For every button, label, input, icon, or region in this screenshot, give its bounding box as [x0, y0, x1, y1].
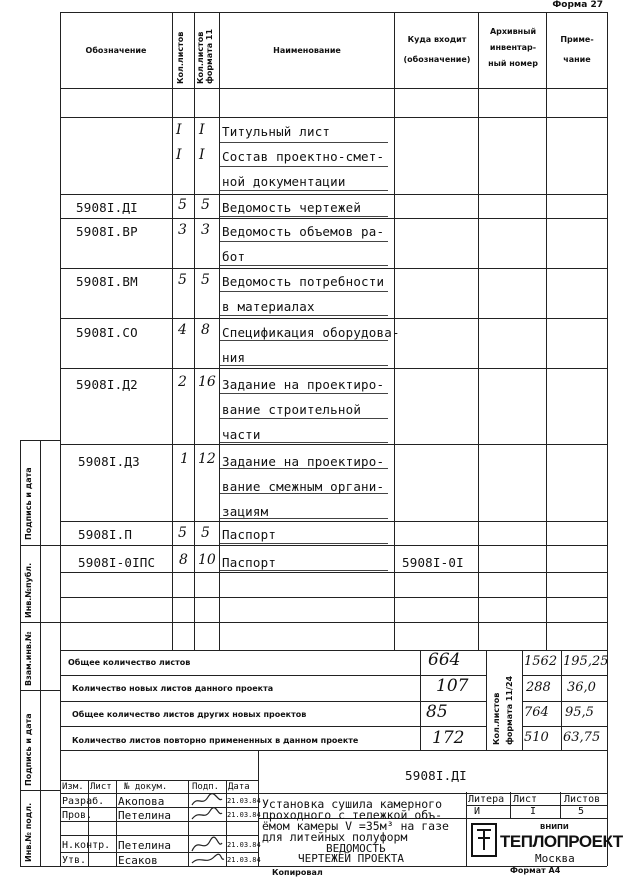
- row-name: в материалах: [222, 299, 315, 314]
- row-code: 5908I.ВР: [76, 224, 138, 239]
- summary-divider: [420, 650, 421, 750]
- row-n1: 1: [180, 451, 189, 467]
- summary-v2: 95,5: [565, 705, 594, 720]
- row-line: [60, 218, 607, 219]
- row-n1: 2: [178, 374, 187, 390]
- row-line: [60, 318, 607, 319]
- stamp-line: [20, 440, 60, 441]
- summary-v1: 1562: [524, 654, 558, 669]
- org-name: ТЕПЛОПРОЕКТ: [500, 832, 623, 851]
- tb-doc-title: ЧЕРТЕЖЕЙ ПРОЕКТА: [298, 852, 404, 865]
- summary-divider: [522, 650, 523, 750]
- tb-desc: Установка сушила камерного: [262, 797, 443, 811]
- tb-col-doc: № докум.: [124, 782, 168, 792]
- tb-date: 21.03.84: [227, 841, 261, 849]
- row-name: Титульный лист: [222, 124, 331, 139]
- col-divider: [546, 12, 547, 650]
- tb-line: [60, 835, 258, 836]
- tb-col-izm: Изм.: [62, 782, 84, 792]
- stamp-line: [20, 545, 60, 546]
- summary-label: Количество новых листов данного проекта: [72, 684, 274, 693]
- summary-value: 85: [426, 702, 448, 722]
- tb-role: Пров.: [62, 810, 93, 821]
- row-name: Ведомость потребности: [222, 274, 385, 289]
- row-n2: 10: [198, 552, 216, 568]
- tb-role: Утв.: [62, 855, 87, 866]
- row-code: 5908I.ДI: [76, 200, 138, 215]
- tb-col-podp: Подп.: [192, 782, 220, 792]
- row-name: вание строительной: [222, 402, 362, 417]
- summary-v2: 63,75: [563, 730, 601, 745]
- summary-divider: [561, 650, 562, 750]
- col-divider: [194, 12, 195, 650]
- row-code: 5908I.Д3: [78, 454, 140, 469]
- summary-line: [522, 726, 607, 727]
- row-code: 5908I.СО: [76, 325, 138, 340]
- row-n1: 8: [179, 552, 188, 568]
- summary-side-label: Кол.листов формата 11/24: [492, 675, 514, 745]
- row-n1: 4: [178, 322, 187, 338]
- row-code: 5908I-0IПС: [78, 555, 156, 570]
- tb-role: Н.контр.: [62, 840, 111, 851]
- row-name: ния: [222, 350, 246, 365]
- row-n1: 5: [178, 525, 187, 541]
- summary-value: 664: [428, 650, 461, 670]
- row-name: Ведомость объемов ра-: [222, 224, 385, 239]
- summary-v2: 195,25: [563, 654, 609, 669]
- row-name: Спецификация оборудова-: [222, 325, 400, 340]
- tb-desc: проходного с тележкой объ-: [262, 808, 443, 822]
- tb-person: Петелина: [118, 809, 171, 822]
- row-line: [60, 521, 607, 522]
- form-label: Форма 27: [552, 0, 603, 10]
- tb-divider: [466, 792, 467, 866]
- header-naimenovanie: Наименование: [273, 46, 341, 55]
- tb-listov: 5: [578, 806, 585, 817]
- row-name: Состав проектно-смет-: [222, 149, 385, 164]
- summary-divider: [486, 650, 487, 750]
- stamp-line: [20, 790, 60, 791]
- row-n1: 5: [178, 197, 187, 213]
- row-line: [60, 545, 607, 546]
- row-line: [60, 194, 607, 195]
- tb-litera: И: [474, 806, 481, 817]
- tb-code: 5908I.ДI: [405, 768, 467, 783]
- row-name: Задание на проектиро-: [222, 454, 385, 469]
- row-line: [60, 597, 607, 598]
- stamp-line: [20, 622, 60, 623]
- tb-line: [60, 852, 258, 853]
- row-kuda: 5908I-0I: [402, 555, 464, 570]
- row-line: [60, 117, 607, 118]
- summary-v1: 764: [524, 705, 549, 720]
- stamp-inv-publ: Инв.№публ.: [24, 562, 33, 618]
- tb-person: Акопова: [118, 795, 165, 808]
- tb-list: I: [530, 806, 537, 817]
- summary-line: [522, 675, 607, 676]
- tb-listov-label: Листов: [564, 794, 601, 805]
- summary-v1: 510: [524, 730, 549, 745]
- header-kuda-vkhodit: Куда входит (обозначение): [403, 35, 471, 64]
- signature-marks: [188, 793, 226, 866]
- row-n2: 8: [201, 322, 210, 338]
- summary-value: 107: [436, 676, 469, 696]
- stamp-podpis-2: Подпись и дата: [24, 713, 33, 786]
- row-n2: 3: [201, 222, 210, 238]
- row-line: [60, 572, 607, 573]
- summary-line: [60, 701, 486, 702]
- row-n1: I: [176, 122, 182, 138]
- row-code: 5908I.П: [78, 527, 133, 542]
- row-line: [60, 268, 607, 269]
- frame-top: [60, 12, 607, 13]
- summary-line: [522, 701, 607, 702]
- org-city: Москва: [535, 852, 575, 865]
- header-kol-listov: Кол.листов: [176, 31, 185, 84]
- stamp-podpis-1: Подпись и дата: [24, 467, 33, 540]
- row-line: [60, 368, 607, 369]
- tb-line: [466, 805, 607, 806]
- tb-col-list: Лист: [90, 782, 112, 792]
- tb-date: 21.03.84: [227, 797, 261, 805]
- summary-label: Общее количество листов: [68, 658, 191, 667]
- org-small: ВНИПИ: [540, 823, 569, 831]
- tb-role: Разраб.: [62, 796, 105, 807]
- tb-person: Петелина: [118, 839, 171, 852]
- row-name: Паспорт: [222, 555, 277, 570]
- tb-doc-title: ВЕДОМОСТЬ: [326, 842, 386, 855]
- row-line: [60, 650, 607, 651]
- row-name: Ведомость чертежей: [222, 200, 362, 215]
- stamp-inner: [40, 440, 41, 866]
- tb-litera-label: Литера: [468, 794, 505, 805]
- row-n2: I: [199, 147, 205, 163]
- row-n2: 5: [201, 272, 210, 288]
- stamp-vzam-inv: Взам.инв.№: [24, 631, 33, 686]
- tb-date: 21.03.84: [227, 811, 261, 819]
- row-n2: I: [199, 122, 205, 138]
- row-n1: 3: [178, 222, 187, 238]
- summary-line: [60, 675, 486, 676]
- row-n2: 5: [201, 197, 210, 213]
- header-bottom: [60, 88, 607, 89]
- summary-label: Количество листов повторно примененных в данном проекте: [72, 736, 359, 745]
- header-arkhivny: Архивный инвентар-ный номер: [488, 27, 538, 68]
- tb-desc: для литейных полуформ: [262, 830, 408, 844]
- tb-desc: ёмом камеры V =35м³ на газе: [262, 819, 449, 833]
- row-n2: 5: [201, 525, 210, 541]
- frame-left: [60, 12, 61, 866]
- tb-line: [60, 780, 258, 781]
- footer-kopiroval: Копировал: [272, 868, 323, 877]
- row-n2: 12: [198, 451, 216, 467]
- row-code: 5908I.Д2: [76, 377, 138, 392]
- row-name: бот: [222, 249, 246, 264]
- row-line: [60, 622, 607, 623]
- row-n1: 5: [178, 272, 187, 288]
- row-n2: 16: [198, 374, 216, 390]
- row-name: части: [222, 427, 261, 442]
- summary-v1: 288: [526, 680, 551, 695]
- header-oboznachenie: Обозначение: [85, 46, 147, 55]
- row-n1: I: [176, 147, 182, 163]
- summary-label: Общее количество листов других новых проектов: [72, 710, 307, 719]
- tb-col-data: Дата: [228, 782, 250, 792]
- summary-value: 172: [432, 728, 465, 748]
- row-name: вание смежным органи-: [222, 479, 385, 494]
- col-divider: [172, 12, 173, 650]
- row-name: зациям: [222, 504, 269, 519]
- stamp-left: [20, 440, 21, 866]
- col-divider: [478, 12, 479, 650]
- stamp-inv-podl: Инв.№ подл.: [24, 802, 33, 862]
- summary-line: [60, 726, 486, 727]
- row-name: Задание на проектиро-: [222, 377, 385, 392]
- row-code: 5908I.ВМ: [76, 274, 138, 289]
- stamp-line: [20, 690, 60, 691]
- frame-right: [607, 12, 608, 866]
- row-name: ной документации: [222, 174, 346, 189]
- col-divider: [219, 12, 220, 650]
- summary-v2: 36,0: [567, 680, 596, 695]
- header-kol-listov-format: Кол.листов формата 11: [196, 28, 214, 84]
- tb-date: 21.03.84: [227, 856, 261, 864]
- row-line: [60, 444, 607, 445]
- tb-list-label: Лист: [513, 794, 538, 805]
- org-logo-icon: [470, 822, 498, 858]
- header-primechanie: Приме-чание: [560, 35, 594, 64]
- summary-bottom: [60, 750, 607, 751]
- footer-format: Формат А4: [510, 866, 561, 875]
- row-name: Паспорт: [222, 527, 277, 542]
- tb-person: Есаков: [118, 854, 158, 867]
